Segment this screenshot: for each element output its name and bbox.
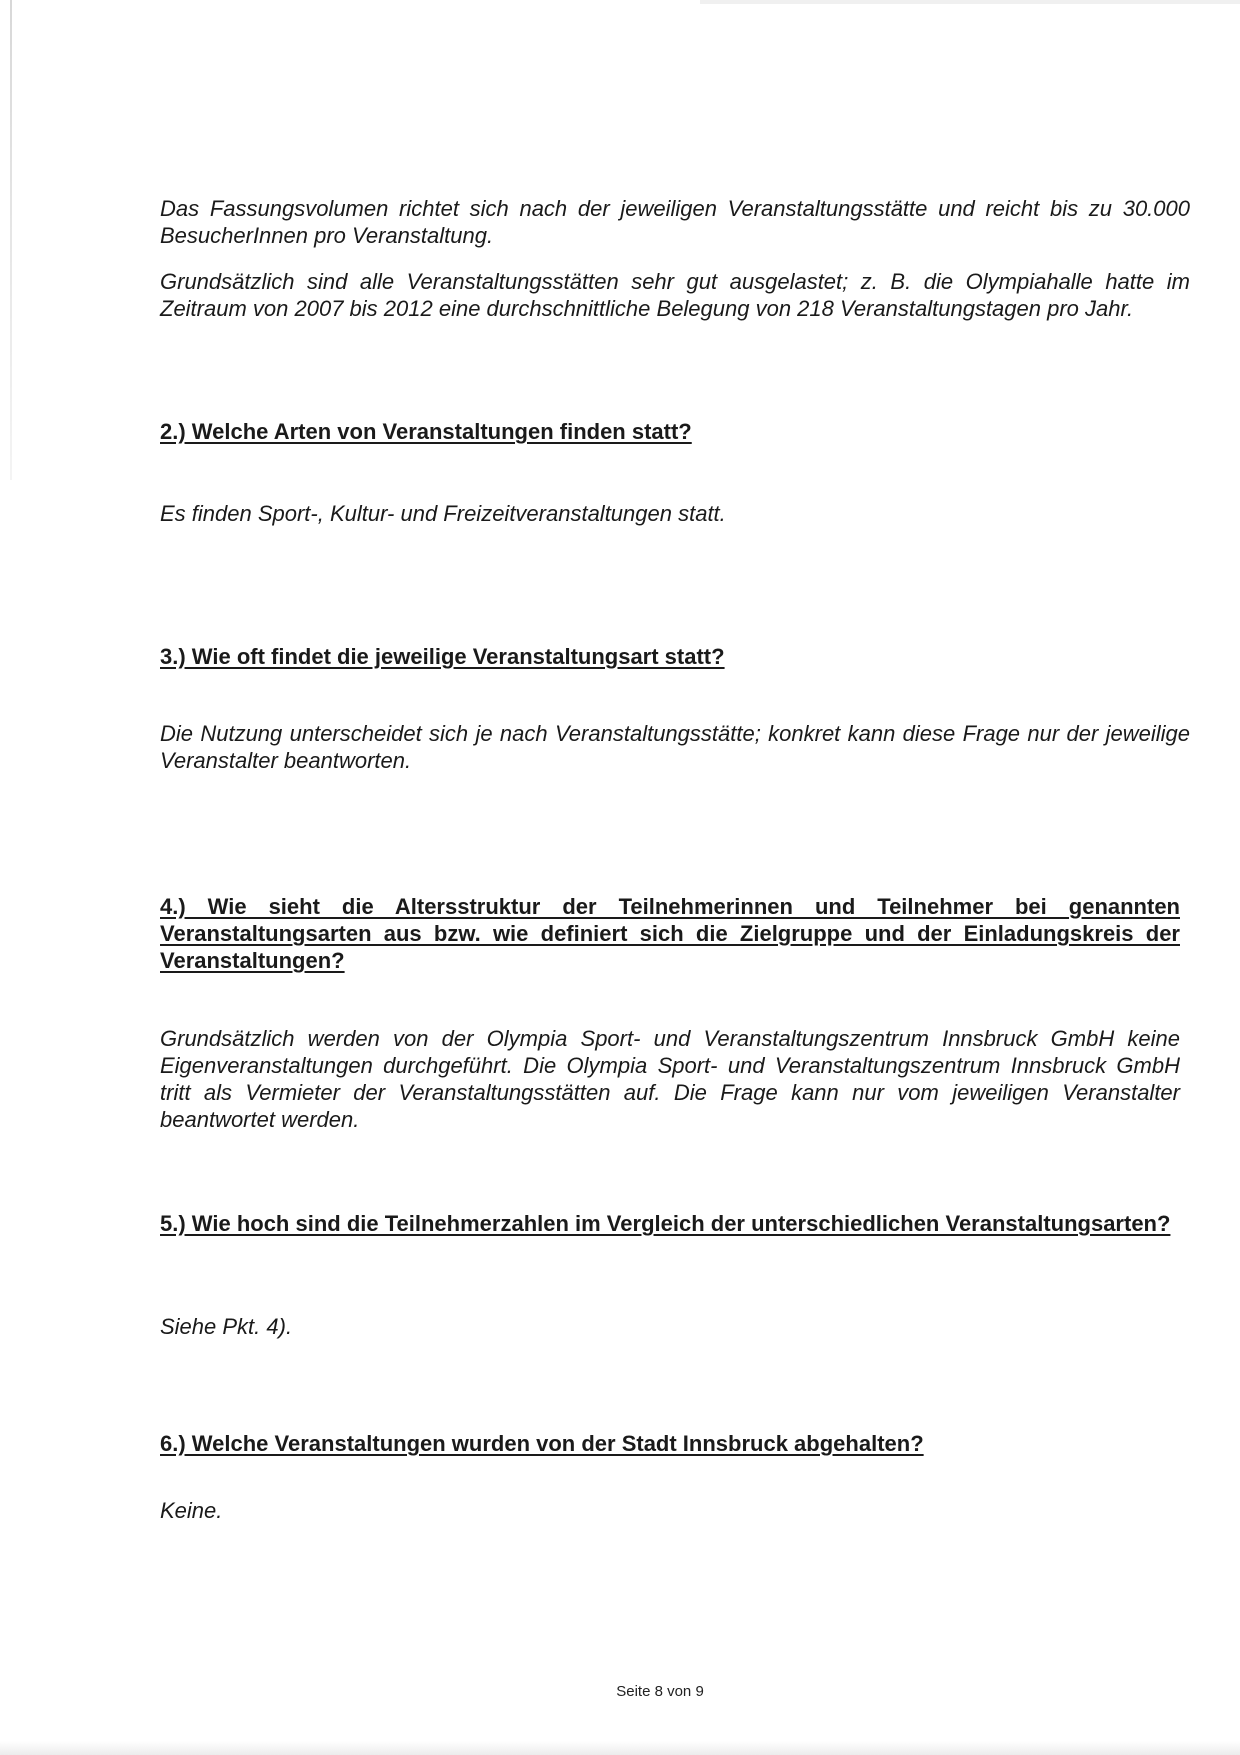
question-4-answer: Grundsätzlich werden von der Olympia Sport- und Veranstaltungszentrum Innsbruck GmbH keine Eigenveranstaltungen durchgeführt. Die Olympia Sport- und Veranstaltungszentrum Innsbruck GmbH tritt als Vermieter der Veranstaltungsstätten auf. Die Frage kann nur vom jeweiligen Veranstalter beantwortet werden. bbox=[160, 1026, 1180, 1132]
question-5-answer: Siehe Pkt. 4). bbox=[160, 1314, 293, 1339]
scan-edge-top bbox=[700, 0, 1240, 4]
question-4-heading: 4.) Wie sieht die Altersstruktur der Teilnehmerinnen und Teilnehmer bei genannten Veranstaltungsarten aus bzw. wie definiert sich die Zielgruppe und der Einladungskreis der Veranstaltungen? bbox=[160, 894, 1180, 973]
paragraph-capacity: Das Fassungsvolumen richtet sich nach der jeweiligen Veranstaltungsstätte und reicht bis zu 30.000 BesucherInnen pro Veranstaltung. bbox=[160, 196, 1190, 248]
question-3-heading: 3.) Wie oft findet die jeweilige Veranstaltungsart statt? bbox=[160, 644, 725, 669]
question-5-heading: 5.) Wie hoch sind die Teilnehmerzahlen im Vergleich der unterschiedlichen Veranstaltungsarten? bbox=[160, 1211, 1171, 1236]
question-6-heading: 6.) Welche Veranstaltungen wurden von der Stadt Innsbruck abgehalten? bbox=[160, 1431, 924, 1456]
question-3-answer: Die Nutzung unterscheidet sich je nach Veranstaltungsstätte; konkret kann diese Frage nur der jeweilige Veranstalter beantworten. bbox=[160, 721, 1190, 773]
page-number: Seite 8 von 9 bbox=[616, 1683, 704, 1700]
question-6-answer: Keine. bbox=[160, 1498, 223, 1523]
scan-edge-bottom bbox=[0, 1741, 1240, 1755]
paragraph-utilization: Grundsätzlich sind alle Veranstaltungsstätten sehr gut ausgelastet; z. B. die Olympiahalle hatte im Zeitraum von 2007 bis 2012 eine durchschnittliche Belegung von 218 Veranstaltungstagen pro Jahr. bbox=[160, 269, 1190, 321]
scan-edge-left bbox=[10, 0, 12, 480]
question-2-answer: Es finden Sport-, Kultur- und Freizeitveranstaltungen statt. bbox=[160, 501, 726, 526]
question-2-heading: 2.) Welche Arten von Veranstaltungen finden statt? bbox=[160, 419, 692, 444]
